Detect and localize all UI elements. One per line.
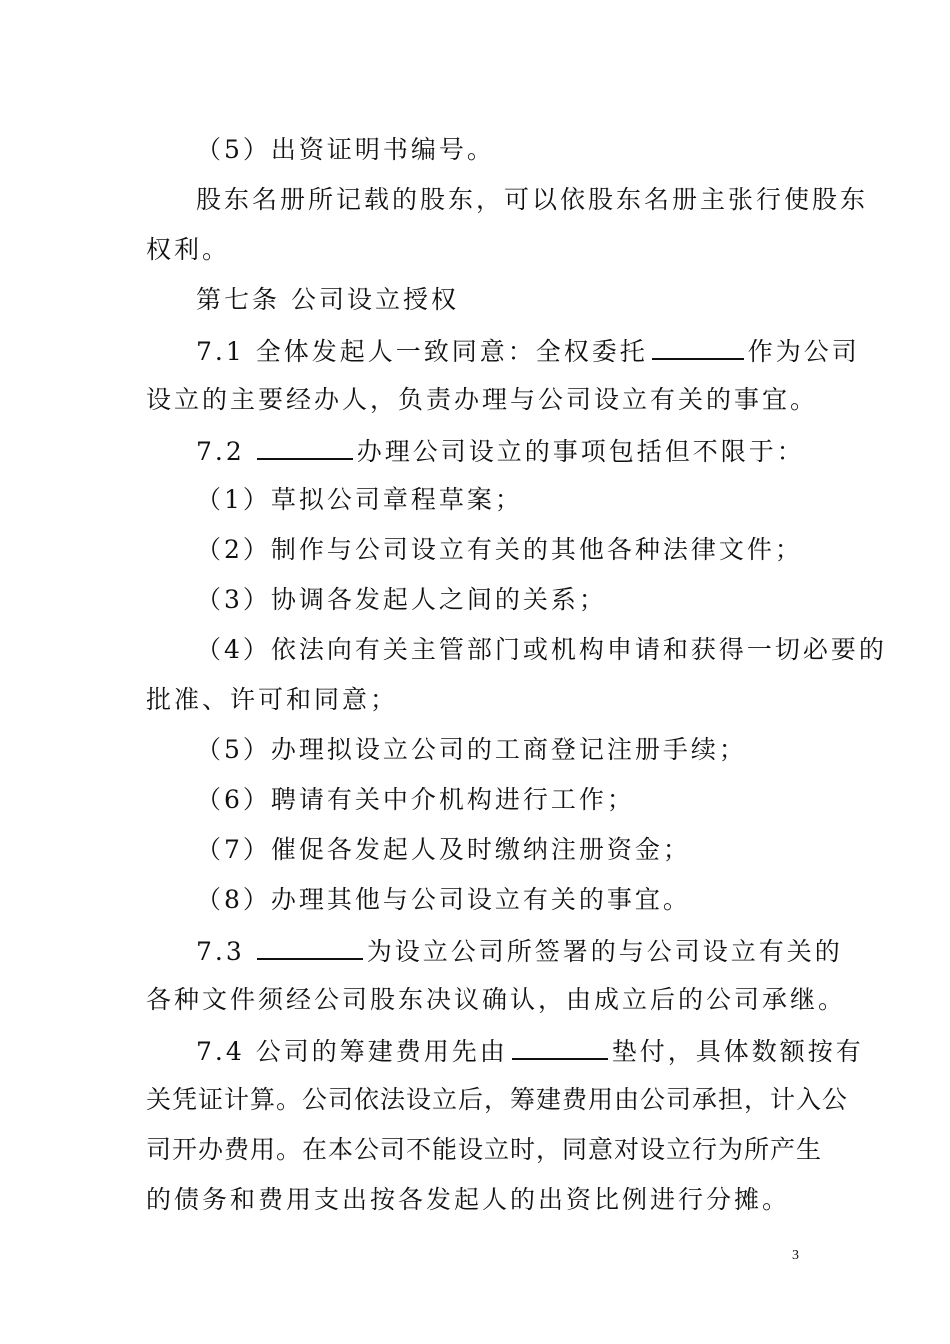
text-line: 设立的主要经办人，负责办理与公司设立有关的事宜。 xyxy=(146,385,819,414)
section-heading: 第七条 公司设立授权 xyxy=(196,285,459,314)
fill-in-blank[interactable] xyxy=(257,932,363,960)
text-line: 批准、许可和同意； xyxy=(146,685,399,714)
list-item: （5）办理拟设立公司的工商登记注册手续； xyxy=(196,735,747,764)
text-line: （5）出资证明书编号。 xyxy=(196,135,495,164)
text-line: 关凭证计算。公司依法设立后，筹建费用由公司承担，计入公 xyxy=(146,1085,849,1114)
fill-in-blank[interactable] xyxy=(652,332,744,360)
clause-7-1: 7.1 全体发起人一致同意：全权委托 作为公司 xyxy=(196,332,806,370)
clause-7-3: 7.3 为设立公司所签署的与公司设立有关的 xyxy=(196,932,806,970)
list-item: （6）聘请有关中介机构进行工作； xyxy=(196,785,635,814)
text-line: 股东名册所记载的股东，可以依股东名册主张行使股东 xyxy=(196,185,869,214)
text-line: 司开办费用。在本公司不能设立时，同意对设立行为所产生 xyxy=(146,1135,823,1164)
text-line: 权利。 xyxy=(146,235,231,264)
text-line: 各种文件须经公司股东决议确认，由成立后的公司承继。 xyxy=(146,985,847,1014)
list-item: （2）制作与公司设立有关的其他各种法律文件； xyxy=(196,535,803,564)
page-number: 3 xyxy=(792,1248,799,1263)
clause-7-2: 7.2 办理公司设立的事项包括但不限于： xyxy=(196,432,806,470)
list-item: （8）办理其他与公司设立有关的事宜。 xyxy=(196,885,691,914)
clause-7-4: 7.4 公司的筹建费用先由 垫付，具体数额按有 xyxy=(196,1032,806,1070)
fill-in-blank[interactable] xyxy=(512,1032,608,1060)
text-line: 的债务和费用支出按各发起人的出资比例进行分摊。 xyxy=(146,1185,791,1214)
list-item: （4）依法向有关主管部门或机构申请和获得一切必要的 xyxy=(196,635,887,664)
list-item: （1）草拟公司章程草案； xyxy=(196,485,523,514)
list-item: （7）催促各发起人及时缴纳注册资金； xyxy=(196,835,691,864)
list-item: （3）协调各发起人之间的关系； xyxy=(196,585,607,614)
fill-in-blank[interactable] xyxy=(257,432,353,460)
